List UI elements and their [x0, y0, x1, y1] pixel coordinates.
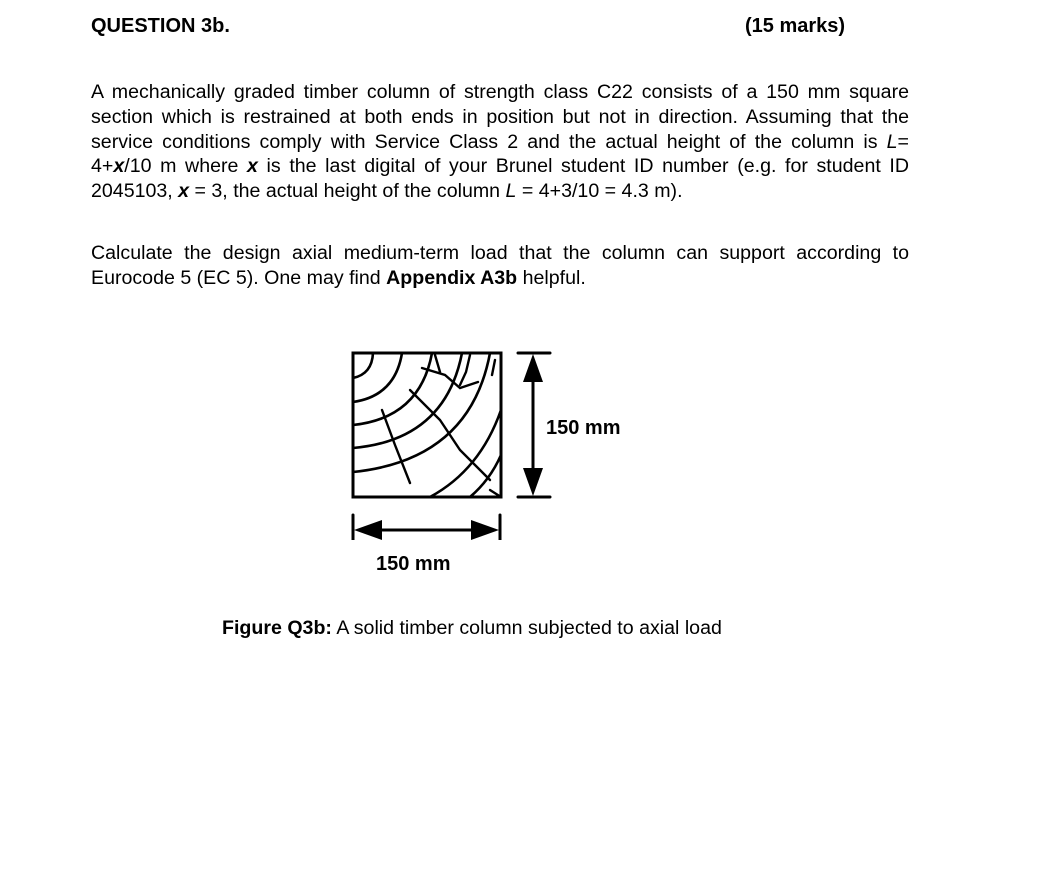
- question-title: QUESTION 3b.: [91, 15, 230, 37]
- height-label: 150 mm: [546, 417, 621, 439]
- growth-rings: [353, 353, 501, 497]
- caption-label: Figure Q3b:: [222, 617, 332, 639]
- arrow-left-icon: [354, 520, 382, 540]
- timber-section-drawing: [340, 340, 570, 540]
- appendix-reference: Appendix A3b: [386, 266, 518, 289]
- text: Calculate the design axial medium-term load that the column can support according to Eurocode 5 (EC 5). One may find: [91, 242, 909, 289]
- var-L: L: [886, 130, 898, 153]
- figure-caption: [222, 617, 722, 640]
- arrow-down-icon: [523, 468, 543, 496]
- question-marks: (15 marks): [745, 15, 846, 37]
- width-label: 150 mm: [376, 553, 451, 575]
- caption-text: A solid timber column subjected to axial load: [331, 617, 722, 639]
- text: is the last digital of your Brunel student ID number (e.g. for student ID 2045103,: [91, 155, 909, 203]
- text: helpful.: [517, 266, 586, 289]
- text: = 4+: [91, 130, 909, 178]
- text: = 3, the actual height of the column: [189, 180, 506, 203]
- var-x: x: [247, 155, 258, 178]
- var-x: x: [178, 180, 190, 203]
- var-L: L: [505, 180, 517, 203]
- arrow-right-icon: [471, 520, 499, 540]
- arrow-up-icon: [523, 354, 543, 382]
- var-x: x: [113, 155, 125, 178]
- text: A mechanically graded timber column of strength class C22 consists of a 150 mm square section which is restrained at both ends in position but not in direction. Assuming that the service conditions comply with Service Class 2 and the actual height of the column is: [91, 81, 909, 153]
- question-paragraph-2: [91, 241, 909, 291]
- question-paragraph-1: [91, 80, 909, 204]
- text: = 4+3/10 = 4.3 m).: [516, 180, 683, 203]
- text: /10 m where: [124, 155, 248, 178]
